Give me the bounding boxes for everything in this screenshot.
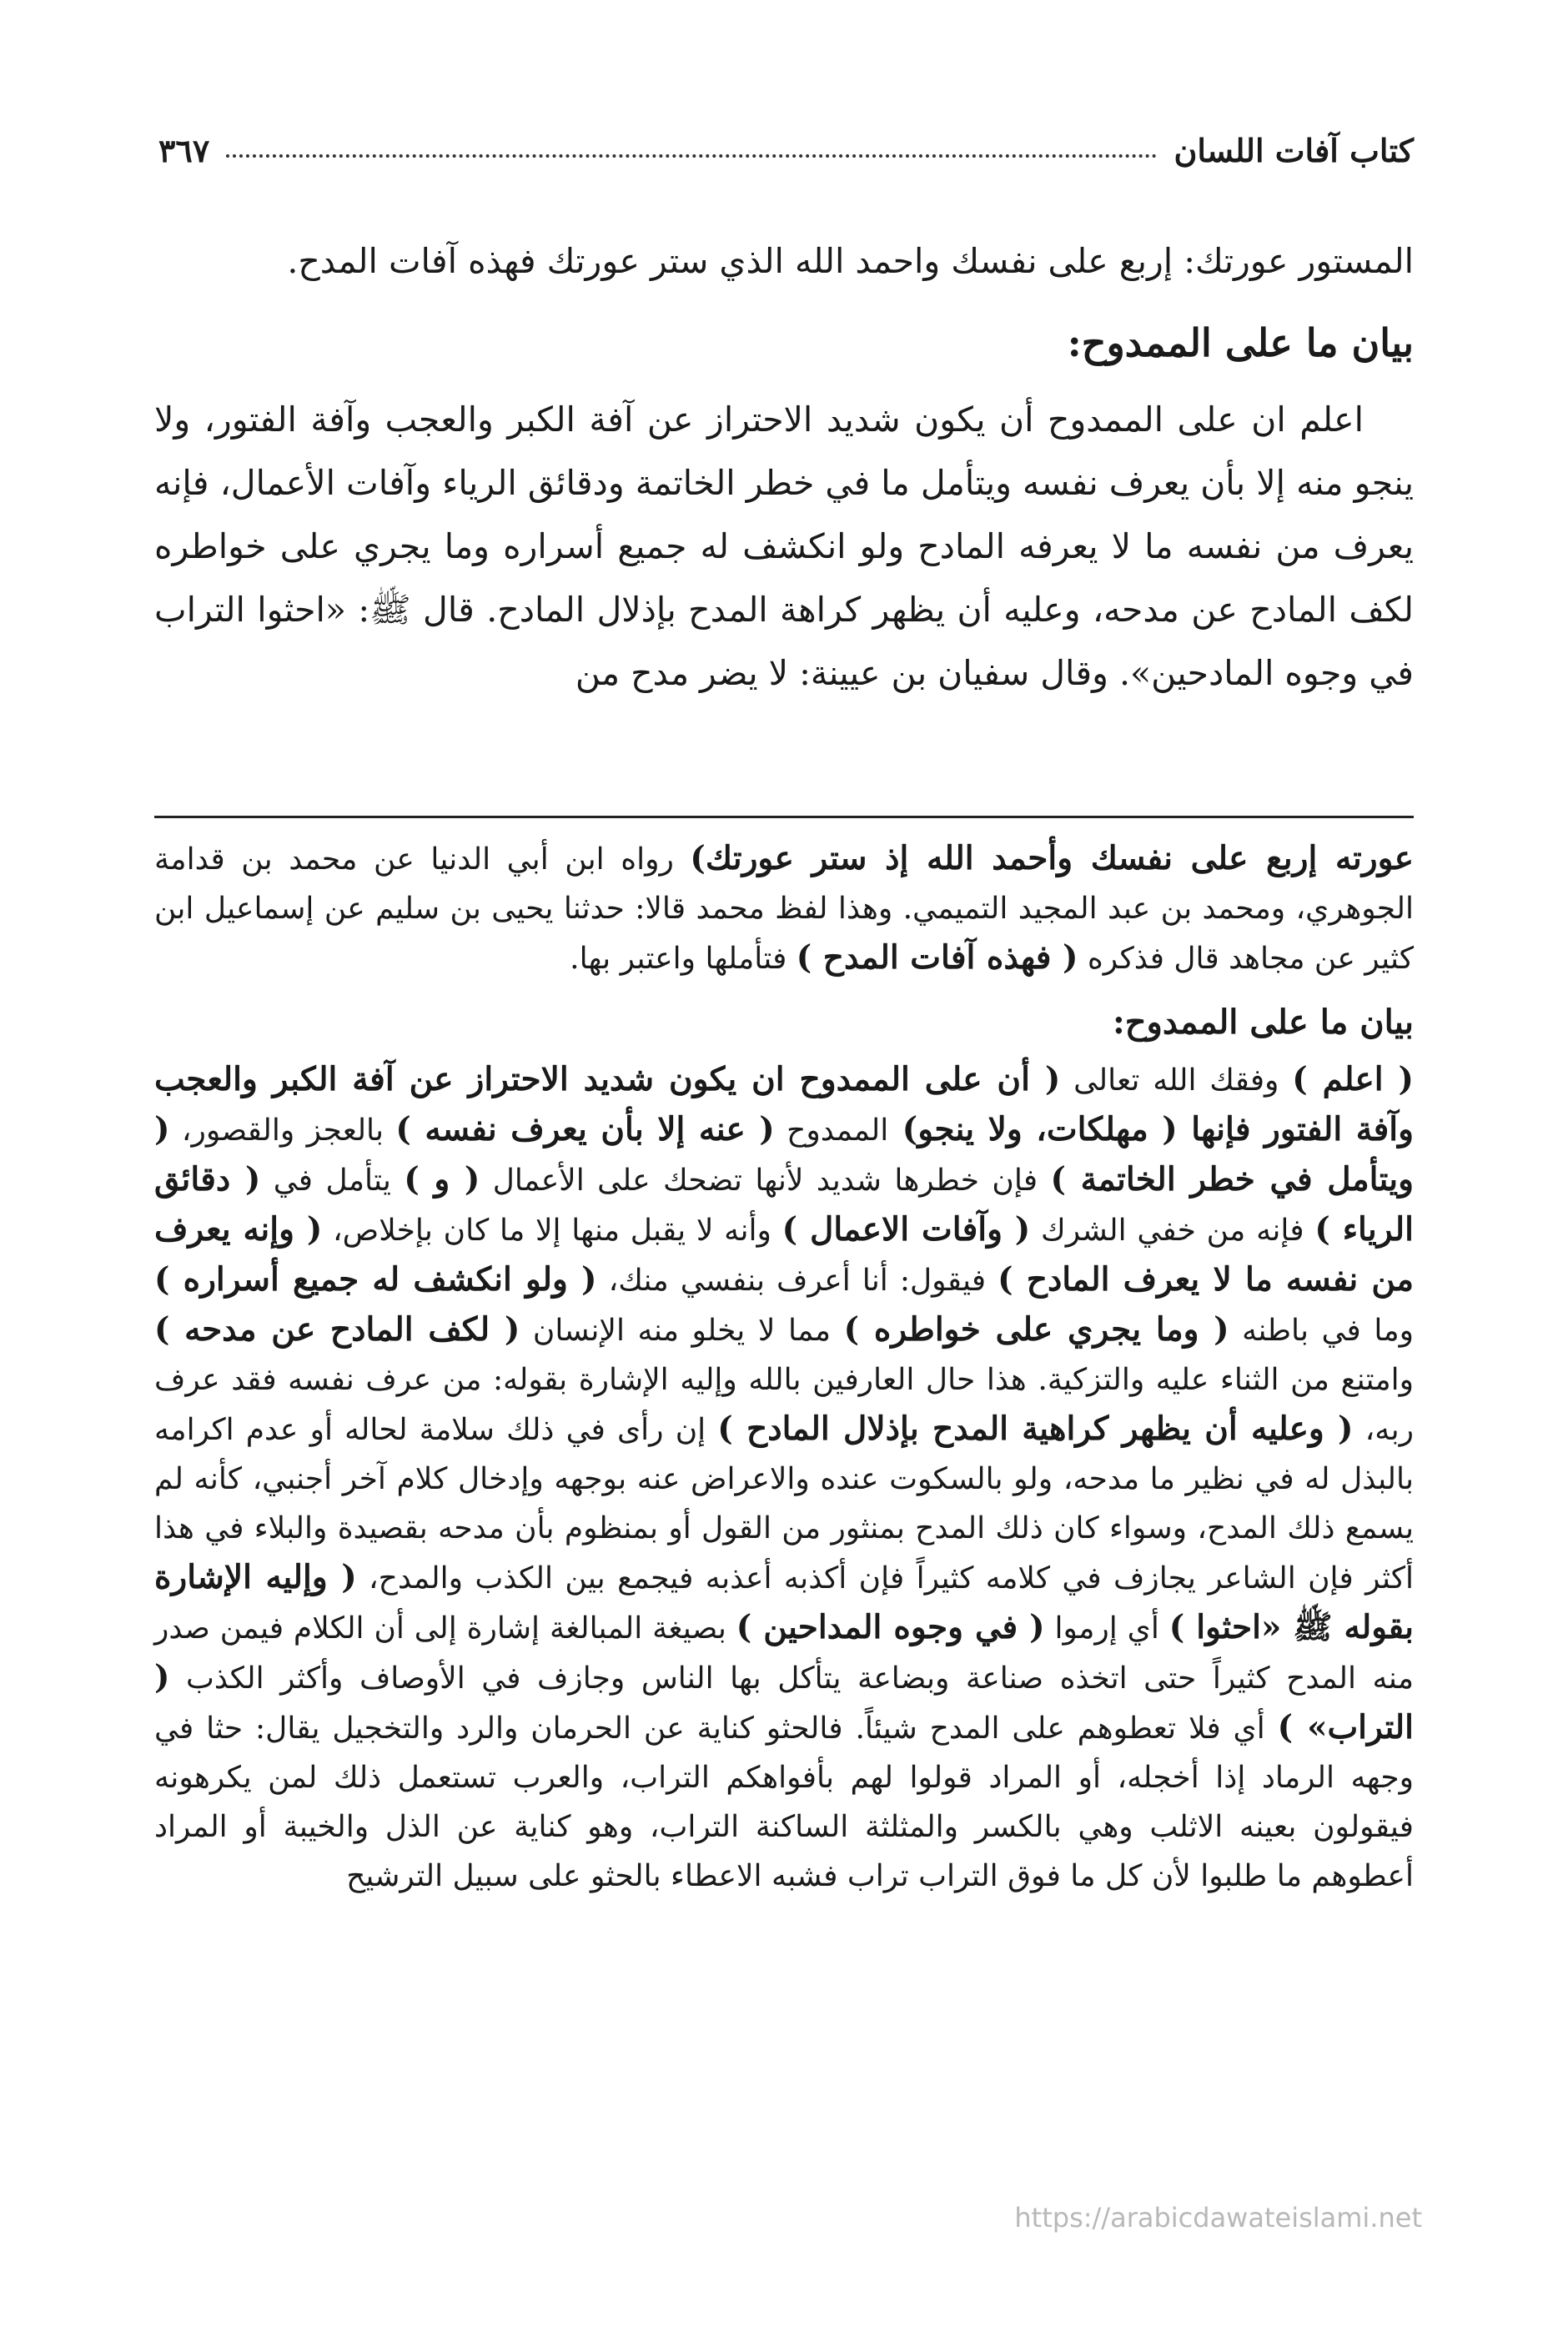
- commentary: [154, 834, 1414, 1901]
- dot-leader: [226, 154, 1157, 158]
- quoted-matn: ( مهلكات، ولا ينجو): [888, 1110, 1192, 1148]
- commentary-intro-rest: رواه ابن أبي الدنيا عن محمد بن قدامة الجوهري، ومحمد بن عبد المجيد التميمي. وهذا لفظ محمد قالا: حدثنا يحيى بن سليم عن إسماعيل ابن كثير عن مجاهد قال فذكره: [154, 842, 1414, 976]
- commentary-intro-bold: عورته إربع على نفسك وأحمد الله إذ ستر عورتك): [690, 839, 1414, 877]
- quoted-matn: ( وعليه أن يظهر كراهية المدح بإذلال المادح ): [717, 1410, 1354, 1448]
- commentary-text: فإن خطرها شديد لأنها تضحك على الأعمال: [480, 1163, 1051, 1198]
- commentary-text: الممدوح: [774, 1113, 889, 1148]
- opening-line: المستور عورتك: إربع على نفسك واحمد الله الذي ستر عورتك فهذه آفات المدح.: [287, 241, 1414, 281]
- quoted-matn: ( دقائق الرياء ): [154, 1160, 1415, 1249]
- commentary-text: فيقول: أنا أعرف بنفسي منك،: [596, 1264, 998, 1298]
- quoted-matn: ( وإليه الإشارة بقوله ﷺ «احثوا ): [154, 1558, 1415, 1646]
- footnote-divider: [154, 816, 1414, 818]
- commentary-text: وأنه لا يقبل منها إلا ما كان بإخلاص،: [322, 1214, 782, 1248]
- quoted-matn: ( وآفات الاعمال ): [781, 1210, 1031, 1249]
- quoted-matn: ( في وجوه المداحين ): [736, 1608, 1045, 1646]
- commentary-text: إن رأى في ذلك سلامة لحاله أو عدم اكرامه بالبذل له في نظير ما مدحه، ولو بالسكوت عنده والاعراض عنه بوجهه وإدخال كلام آخر أجنبي، كأنه لم يسمع ذلك المدح، وسواء كان ذلك المدح بمنثور من القول أو بمنظوم بأن مدحه بقصيدة والبلاء في هذا أكثر فإن الشاعر يجازف في كلامه كثيراً فإن أكذبه أعذبه فيجمع بين الكذب والمدح،: [154, 1413, 1414, 1596]
- quoted-matn: ( التراب» ): [154, 1658, 1414, 1746]
- running-header: [158, 125, 1414, 175]
- commentary-intro: [154, 834, 1414, 983]
- commentary-intro-end: فتأملها واعتبر بها.: [570, 942, 797, 976]
- commentary-body: [154, 1055, 1414, 1901]
- book-title: كتاب آفات اللسان: [1173, 131, 1414, 169]
- quoted-matn: ( عنه إلا بأن يعرف نفسه ): [395, 1110, 775, 1148]
- commentary-text: مما لا يخلو منه الإنسان: [520, 1314, 844, 1348]
- commentary-text: فإنه من خفي الشرك: [1030, 1214, 1315, 1248]
- main-paragraph: اعلم ان على الممدوح أن يكون شديد الاحتراز عن آفة الكبر والعجب وآفة الفتور، ولا ينجو منه إلا بأن يعرف نفسه ويتأمل ما في خطر الخاتمة ودقائق الرياء وآفات الأعمال، فإنه يعرف من نفسه ما لا يعرفه المادح ولو انكشف له جميع أسراره وما يجري على خواطره لكف المادح عن مدحه، وعليه أن يظهر كراهة المدح بإذلال المادح. قال ﷺ: «احثوا التراب في وجوه المادحين». وقال سفيان بن عيينة: لا يضر مدح من: [154, 400, 1414, 693]
- commentary-text: أي إرموا: [1044, 1611, 1169, 1646]
- quoted-matn: ( ولو انكشف له جميع أسراره ): [154, 1260, 597, 1299]
- quoted-matn: ( اعلم ): [1292, 1060, 1415, 1098]
- commentary-text: يتأمل في: [260, 1163, 405, 1198]
- commentary-section-heading: بيان ما على الممدوح:: [1112, 1003, 1414, 1042]
- commentary-intro-bold2: ( فهذه آفات المدح ): [796, 938, 1078, 977]
- commentary-text: بصيغة المبالغة إشارة إلى أن الكلام فيمن صدر منه المدح كثيراً حتى اتخذه صناعة وبضاعة يتأكل بها الناس وجازف في الأوصاف وأكثر الكذب: [154, 1611, 1414, 1696]
- quoted-matn: ( وما يجري على خواطره ): [843, 1310, 1229, 1349]
- commentary-text: أي فلا تعطوهم على المدح شيئاً. فالحثو كناية عن الحرمان والرد والتخجيل يقال: حثا في وجهه الرماد إذا أخجله، أو المراد قولوا لهم بأفواهكم التراب، والعرب تستعمل ذلك لمن يكرهونه فيقولون بعينه الاثلب وهي بالكسر والمثلثة الساكنة التراب، وهو كناية عن الذل والخيبة أو المراد أعطوهم ما طلبوا لأن كل ما فوق التراب تراب فشبه الاعطاء بالحثو على سبيل الترشيح: [154, 1711, 1414, 1893]
- watermark-url: https://arabicdawateislami.net: [1014, 2202, 1422, 2234]
- quoted-matn: ( لكف المادح عن مدحه ): [154, 1310, 520, 1349]
- commentary-text: وفقك الله تعالى: [1060, 1063, 1293, 1098]
- commentary-text: بالعجز والقصور،: [169, 1113, 396, 1148]
- quoted-matn: ( و ): [404, 1160, 480, 1199]
- main-text: [154, 229, 1414, 705]
- quoted-matn: ( وإنه يعرف من نفسه ما لا يعرف المادح ): [154, 1210, 1414, 1299]
- quoted-matn: ( ويتأمل في خطر الخاتمة ): [154, 1110, 1414, 1199]
- commentary-text: وامتنع من الثناء عليه والتزكية. هذا حال العارفين بالله وإليه الإشارة بقوله: من عرف نفسه فقد عرف ربه،: [154, 1363, 1414, 1447]
- page-number: ٣٦٧: [158, 131, 210, 169]
- quoted-matn: ( أن على الممدوح ان يكون شديد الاحتراز عن آفة الكبر والعجب وآفة الفتور فإنها: [154, 1060, 1414, 1148]
- section-heading: بيان ما على الممدوح:: [1067, 320, 1414, 365]
- commentary-text: وما في باطنه: [1229, 1314, 1414, 1348]
